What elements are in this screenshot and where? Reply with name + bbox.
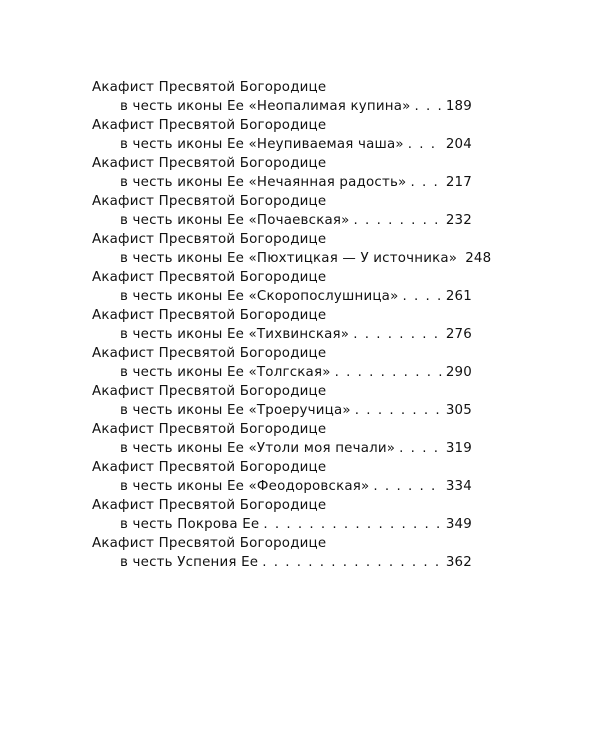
dot-leader — [354, 211, 442, 230]
toc-entry[interactable] — [92, 534, 472, 572]
toc-entry[interactable] — [92, 78, 472, 116]
toc-entry-subtitle-row — [92, 401, 472, 420]
dot-leader — [355, 401, 442, 420]
toc-entry-title: Акафист Пресвятой Богородице — [92, 80, 327, 95]
toc-entry-subtitle: в честь иконы Ее «Тихвинская» — [120, 327, 350, 342]
page-number: 276 — [445, 327, 472, 342]
toc-entry-subtitle-row — [92, 553, 472, 572]
toc-entry-subtitle-row — [92, 439, 472, 458]
toc-entry-subtitle: в честь иконы Ее «Скоропослушница» — [120, 289, 399, 304]
toc-entry-subtitle: в честь иконы Ее «Пюхтицкая — У источника» — [120, 251, 458, 266]
toc-entry-title: Акафист Пресвятой Богородице — [92, 346, 327, 361]
toc-entry-title: Акафист Пресвятой Богородице — [92, 156, 327, 171]
page-number: 305 — [445, 403, 472, 418]
toc-entry-subtitle-row — [92, 135, 472, 154]
table-of-contents — [92, 78, 492, 572]
toc-entry-title: Акафист Пресвятой Богородице — [92, 460, 327, 475]
dot-leader — [408, 135, 442, 154]
toc-entry-subtitle-row — [92, 249, 492, 268]
page-number: 319 — [445, 441, 472, 456]
toc-entry-subtitle-row — [92, 173, 472, 192]
page-number: 362 — [445, 555, 472, 570]
toc-entry-subtitle-row — [92, 211, 472, 230]
toc-entry-subtitle-row — [92, 97, 472, 116]
page-number: 290 — [445, 365, 472, 380]
page-number: 204 — [445, 137, 472, 152]
toc-entry-subtitle: в честь иконы Ее «Толгская» — [120, 365, 331, 380]
toc-entry-title: Акафист Пресвятой Богородице — [92, 194, 327, 209]
page-number: 232 — [445, 213, 472, 228]
toc-entry-subtitle: в честь Покрова Ее — [120, 517, 260, 532]
toc-entry-subtitle: в честь иконы Ее «Троеручица» — [120, 403, 351, 418]
dot-leader — [262, 553, 442, 572]
toc-entry[interactable] — [92, 382, 472, 420]
toc-entry[interactable] — [92, 306, 472, 344]
toc-entry-subtitle: в честь иконы Ее «Утоли моя печали» — [120, 441, 396, 456]
toc-entry-subtitle: в честь иконы Ее «Неопалимая купина» — [120, 99, 411, 114]
toc-entry[interactable] — [92, 420, 472, 458]
toc-entry-title: Акафист Пресвятой Богородице — [92, 422, 327, 437]
toc-entry-title: Акафист Пресвятой Богородице — [92, 536, 327, 551]
toc-entry[interactable] — [92, 192, 472, 230]
toc-entry-subtitle-row — [92, 363, 472, 382]
dot-leader — [410, 173, 441, 192]
dot-leader — [415, 97, 442, 116]
toc-entry-subtitle-row — [92, 287, 472, 306]
dot-leader — [373, 477, 441, 496]
toc-entry-subtitle: в честь иконы Ее «Феодоровская» — [120, 479, 370, 494]
toc-entry[interactable] — [92, 344, 472, 382]
page-number: 349 — [445, 517, 472, 532]
page-number: 261 — [445, 289, 472, 304]
toc-entry-subtitle: в честь иконы Ее «Неупиваемая чаша» — [120, 137, 404, 152]
toc-entry-subtitle: в честь Успения Ее — [120, 555, 259, 570]
toc-entry[interactable] — [92, 154, 472, 192]
toc-entry-subtitle-row — [92, 477, 472, 496]
toc-entry-subtitle: в честь иконы Ее «Почаевская» — [120, 213, 350, 228]
dot-leader — [335, 363, 442, 382]
toc-entry-subtitle-row — [92, 515, 472, 534]
toc-entry[interactable] — [92, 458, 472, 496]
toc-entry-title: Акафист Пресвятой Богородице — [92, 118, 327, 133]
toc-entry-subtitle-row — [92, 325, 472, 344]
page-number: 217 — [445, 175, 472, 190]
toc-entry-title: Акафист Пресвятой Богородице — [92, 308, 327, 323]
page-number: 248 — [465, 251, 492, 266]
toc-entry-subtitle: в честь иконы Ее «Нечаянная радость» — [120, 175, 407, 190]
toc-entry-title: Акафист Пресвятой Богородице — [92, 270, 327, 285]
dot-leader — [399, 439, 442, 458]
page-number: 334 — [445, 479, 472, 494]
toc-entry[interactable] — [92, 230, 492, 268]
dot-leader — [353, 325, 442, 344]
dot-leader — [402, 287, 441, 306]
toc-entry[interactable] — [92, 116, 472, 154]
toc-entry-title: Акафист Пресвятой Богородице — [92, 384, 327, 399]
dot-leader — [263, 515, 442, 534]
toc-entry-title: Акафист Пресвятой Богородице — [92, 498, 327, 513]
toc-entry[interactable] — [92, 268, 472, 306]
page-number: 189 — [445, 99, 472, 114]
toc-entry[interactable] — [92, 496, 472, 534]
toc-entry-title: Акафист Пресвятой Богородице — [92, 232, 327, 247]
